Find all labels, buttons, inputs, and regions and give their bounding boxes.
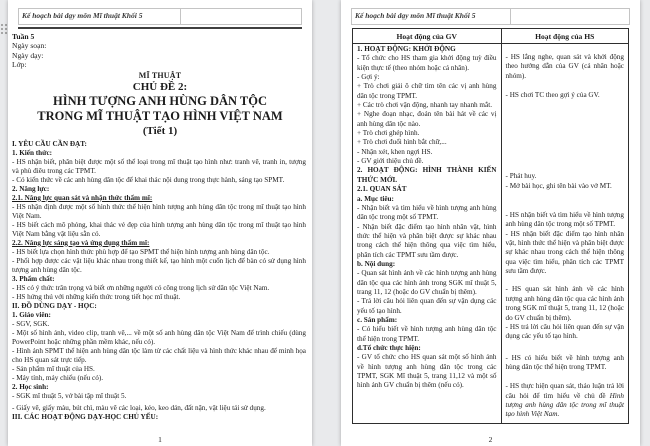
page-number: 2: [341, 434, 640, 444]
paragraph: - Hình ảnh SPMT thể hiện anh hùng dân tộc làm từ các chất liệu và hình thức khác nhau để minh họa cho HS quan sát trực tiếp.: [12, 346, 306, 364]
gv-activities-cell: [353, 44, 502, 423]
page-header-text: Kế hoạch bài dạy môn Mĩ thuật Khối 5: [19, 9, 181, 24]
table-header-gv: Hoạt động của GV: [353, 29, 502, 43]
paragraph: - Mở bài học, ghi tên bài vào vở MT.: [505, 181, 612, 190]
paragraph: a. Mục tiêu:: [357, 194, 394, 203]
paragraph: - Tổ chức cho HS tham gia khởi động tuỳ điều kiện thực tế (theo nhóm hoặc cá nhân).: [357, 54, 497, 72]
paragraph: + Các trò chơi vận động, nhanh tay nhanh mắt.: [357, 101, 493, 110]
paragraph: 1. HOẠT ĐỘNG: KHỞI ĐỘNG: [357, 45, 456, 53]
paragraph: + Trò chơi ghép hình.: [357, 129, 420, 138]
document-page-2[interactable]: [341, 0, 640, 446]
paragraph: 2.1. Năng lực quan sát và nhận thức thẩm mĩ:: [12, 193, 153, 202]
paragraph: - Phối hợp được các vật liệu khác nhau trong thiết kế, tạo hình một cuốn lịch để bàn có sử dụng hình tượng anh hùng dân tộc.: [12, 256, 306, 274]
paragraph: - HS chơi TC theo gợi ý của GV.: [505, 91, 600, 100]
paragraph: - SGV, SGK.: [12, 319, 50, 328]
paragraph: 2. Năng lực:: [12, 184, 50, 193]
paragraph: - HS nhận biết và tìm hiểu về hình tượng anh hùng dân tộc trong một số TPMT.: [505, 211, 624, 229]
paragraph: c. Sản phẩm:: [357, 315, 398, 324]
table-header-hs: Hoạt động của HS: [535, 32, 595, 41]
paragraph: 2. Học sinh:: [12, 382, 49, 391]
paragraph: 1. Kiến thức:: [12, 148, 53, 157]
paragraph: - SGK mĩ thuật 5, vở bài tập mĩ thuật 5.: [12, 391, 127, 400]
paragraph: - Nhận xét, khen ngợi HS.: [357, 147, 433, 156]
paragraph: - Máy tính, máy chiếu (nếu có).: [12, 373, 104, 382]
paragraph: - HS lắng nghe, quan sát và khởi động theo hướng dẫn của GV (cá nhân hoặc nhóm).: [505, 53, 624, 80]
class-label: Lớp:: [12, 60, 27, 70]
paragraph: - Trả lời câu hỏi liên quan đến sự vận dụng các yếu tố tạo hình.: [357, 297, 497, 315]
paragraph: - HS có hiểu biết về hình tượng anh hùng dân tộc thể hiện trong TPMT.: [505, 353, 624, 371]
paragraph: - HS có ý thức trân trọng và biết ơn những người có công trong lịch sử dân tộc Việt Nam.: [12, 283, 270, 292]
paragraph: 2. HOẠT ĐỘNG: HÌNH THÀNH KIẾN THỨC MỚI.: [357, 166, 497, 184]
topic-title-line2: TRONG MĨ THUẬT TẠO HÌNH VIỆT NAM: [37, 108, 283, 123]
subject-title: MĨ THUẬT: [138, 70, 182, 80]
page-header: [18, 8, 302, 25]
paragraph: - Gợi ý:: [357, 73, 380, 82]
paragraph: - HS thực hiện quan sát, thảo luận trả lời câu hỏi để tìm hiểu về chủ đề Hình tượng anh hùng dân tộc trong mĩ thuật tạo hình Việt Nam.: [505, 382, 624, 419]
paragraph: - Nhận biết đặc điểm tạo hình nhân vật, hình thức thể hiện và phân biệt được sự khác nhau trong cách thể hiện thông qua việc tìm hiểu, phân tích các TPMT sưu tầm được.: [357, 222, 497, 259]
paragraph: b. Nội dung:: [357, 259, 396, 268]
page1-content: [8, 29, 312, 445]
paragraph: - Quan sát hình ảnh về các hình tượng anh hùng dân tộc qua các hình ảnh trong SGK mĩ thuật 5, trang 11, 12 (hoặc do GV chuẩn bị thêm).: [357, 269, 497, 296]
lesson-title: [8, 71, 312, 138]
paragraph: + Trò chơi giải ô chữ tìm tên các vị anh hùng dân tộc trong TPMT.: [357, 82, 497, 100]
document-page-1[interactable]: [8, 0, 312, 446]
paragraph: - HS quan sát hình ảnh về các hình tượng anh hùng dân tộc qua các hình ảnh trong SGK mĩ thuật 5, trang 11, 12 (hoặc do GV chuẩn bị thêm).: [505, 285, 624, 322]
paragraph: d.Tổ chức thực hiện:: [357, 344, 421, 352]
drag-handle-icon[interactable]: [1, 24, 3, 26]
paragraph: - Nhận biết và tìm hiểu về hình tượng anh hùng dân tộc trong một số TPMT.: [357, 203, 497, 222]
page1-body: [12, 140, 306, 422]
activities-table-body-row: [353, 44, 628, 423]
activities-table-header-row: [353, 29, 628, 44]
paragraph: 3. Phẩm chất:: [12, 274, 55, 283]
page-header-empty-cell: [511, 9, 629, 24]
paragraph: + Trò chơi đuổi hình bắt chữ,...: [357, 138, 447, 147]
page-header-text: Kế hoạch bài dạy môn Mĩ thuật Khối 5: [352, 9, 511, 24]
page-header: [351, 8, 630, 25]
paragraph: - HS biết lựa chọn hình thức phù hợp để tạo SPMT thể hiện hình tượng anh hùng dân tộc.: [12, 247, 270, 256]
paragraph: 2.2. Năng lực sáng tạo và ứng dụng thẩm mĩ:: [12, 238, 150, 247]
paragraph: II. ĐỒ DÙNG DẠY - HỌC:: [12, 301, 97, 310]
paragraph: 1. Giáo viên:: [12, 310, 51, 319]
page-number: 1: [8, 434, 312, 444]
hs-activities-cell: [502, 44, 629, 423]
page-header-empty-cell: [181, 9, 301, 24]
topic-number: CHỦ ĐỀ 2:: [132, 80, 188, 93]
activities-table: [352, 28, 629, 424]
paragraph: - HS nhận biết, phân biệt được một số thể loại trong mĩ thuật tạo hình như: tranh vẽ, tranh in, tượng và phù điêu trong các TPMT.: [12, 157, 306, 175]
period-label: (Tiết 1): [142, 124, 178, 137]
paragraph: 2.1. QUAN SÁT: [357, 185, 407, 194]
lesson-meta: [12, 32, 312, 70]
paragraph: - GV tổ chức cho HS quan sát một số hình ảnh về hình tượng anh hùng dân tộc trong các TPMT, SGK Mĩ thuật 5, trang 11,12 và một số hình ảnh GV chuẩn bị thêm (nếu có).: [357, 353, 497, 390]
paragraph: + Nghe đoạn nhạc, đoán tên bài hát về các vị anh hùng dân tộc nào.: [357, 110, 497, 128]
date-prepared-label: Ngày soạn:: [12, 41, 47, 51]
paragraph: - Phát huy.: [505, 172, 537, 181]
paragraph: - Giấy vẽ, giấy màu, bút chì, màu vẽ các loại, kéo, keo dán, đất nặn, vật liệu tái sử dụng.: [12, 403, 266, 412]
paragraph: - HS nhận biết đặc điểm tạo hình nhân vật, hình thức thể hiện và phân biệt được sự khác nhau trong cách thể hiện thông qua việc tìm hiểu, phân tích các TPMT sưu tầm được.: [505, 229, 624, 276]
paragraph: - HS trả lời câu hỏi liên quan đến sự vận dụng các yếu tố tạo hình.: [505, 322, 624, 341]
paragraph: I. YÊU CẦU CẦN ĐẠT:: [12, 139, 87, 148]
paragraph: - GV giới thiệu chủ đề.: [357, 157, 424, 166]
topic-title-line1: HÌNH TƯỢNG ANH HÙNG DÂN TỘC: [52, 93, 268, 108]
paragraph: - Sản phẩm mĩ thuật của HS.: [12, 364, 95, 373]
paragraph: - Có kiến thức về các anh hùng dân tộc để khai thác nội dung trong thực hành, sáng tạo SPMT.: [12, 175, 285, 184]
date-taught-label: Ngày dạy:: [12, 50, 44, 60]
paragraph: - HS nhận định được một số hình thức thể hiện hình tượng anh hùng dân tộc trong mĩ thuật tạo hình Việt Nam.: [12, 202, 306, 220]
paragraph: - HS hứng thú với những kiến thức trong tiết học mĩ thuật.: [12, 292, 181, 301]
paragraph: - Có hiểu biết về hình tượng anh hùng dân tộc thể hiện trong TPMT.: [357, 325, 497, 343]
week-label: Tuần 5: [12, 32, 35, 41]
paragraph: - Một số hình ảnh, video clip, tranh vẽ,... về một số anh hùng dân tộc Việt Nam để trình chiếu (dùng PowerPoint hoặc những phần mềm khác, nếu có).: [12, 328, 306, 346]
paragraph: - HS biết cách mô phỏng, khai thác vẻ đẹp của hình tượng anh hùng dân tộc trong mĩ thuật tạo hình Việt Nam bằng vật liệu sẵn có.: [12, 220, 306, 238]
paragraph: III. CÁC HOẠT ĐỘNG DẠY-HỌC CHỦ YẾU:: [12, 412, 159, 421]
